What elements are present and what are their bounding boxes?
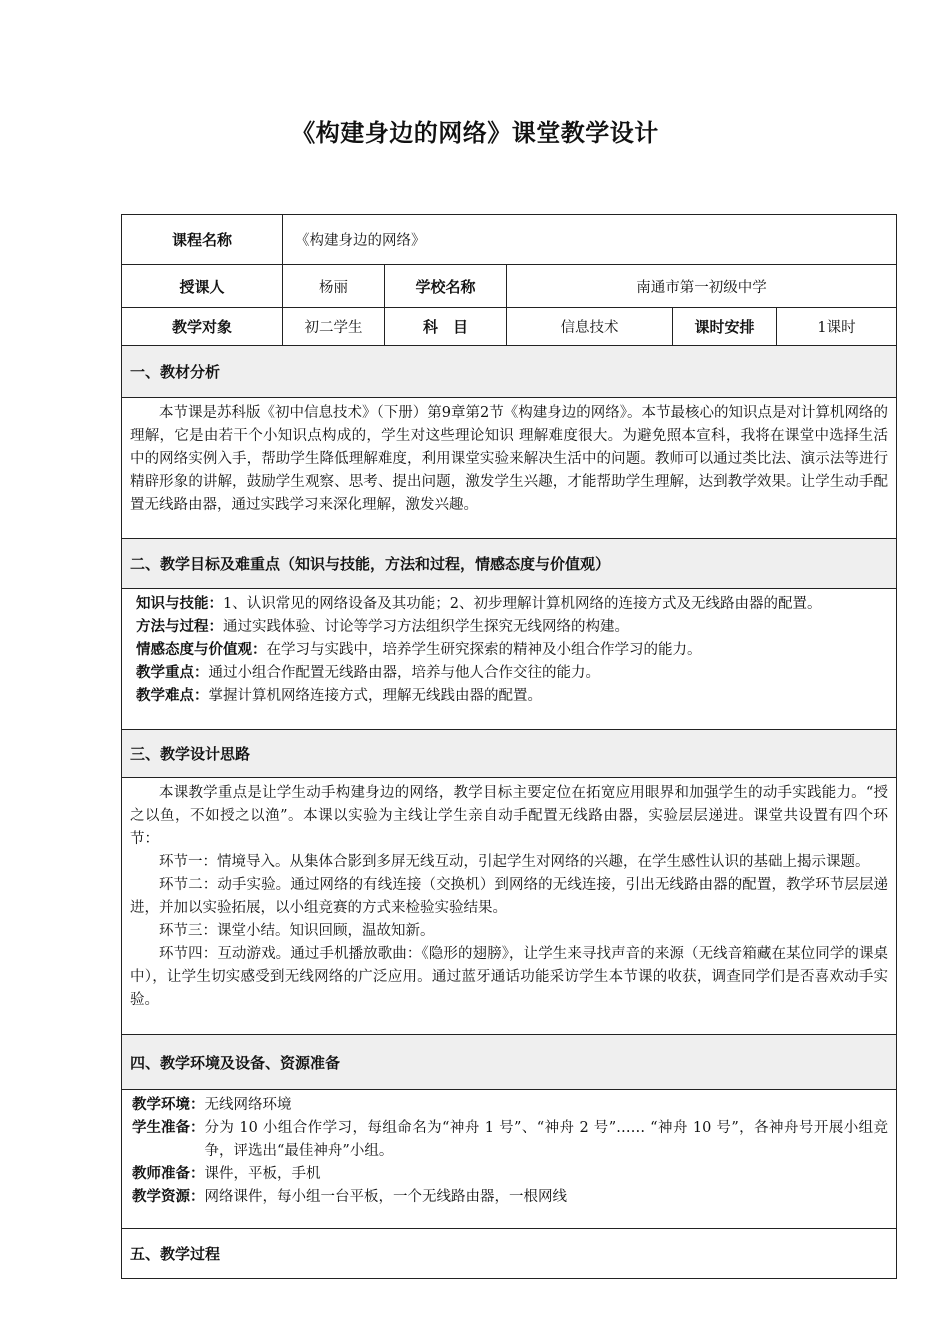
subject-label: 科 目 [385, 308, 507, 346]
target-row [122, 308, 897, 346]
teacher-label: 授课人 [122, 265, 283, 308]
section-4-heading: 四、教学环境及设备、资源准备 [122, 1035, 897, 1090]
hours-value: 1课时 [777, 308, 897, 346]
teacher-row [122, 265, 897, 308]
resources-line [132, 1186, 888, 1209]
course-row [122, 215, 897, 265]
section-2-heading: 二、教学目标及难重点（知识与技能，方法和过程，情感态度与价值观） [122, 539, 897, 589]
design-intro-paragraph: 本课教学重点是让学生动手构建身边的网络，教学目标主要定位在拓宽应用眼界和加强学生的动手实践能力。“授之以鱼，不如授之以渔”。本课以实验为主线让学生亲自动手配置无线路由器，实验层层递进。课堂共设置有四个环节： [130, 785, 889, 847]
section-1-text: 本节课是苏科版《初中信息技术》（下册）第9章第2节《构建身边的网络》。本节最核心的知识点是对计算机网络的理解，它是由若干个小知识点构成的，学生对这些理论知识 理解难度很大。为避免照本宣科，我将在课堂中选择生活中的网络实例入手，帮助学生降低理解难度，利用课堂实验来解决生活中的问题。教师可以通过类比法、演示法等进行精辟形象的讲解，鼓励学生观察、思考、提出问题，激发学生兴趣，才能帮助学生理解，达到教学效果。让学生动手配置无线路由器，通过实践学习来深化理解，激发兴趣。 [130, 405, 889, 513]
resources-key: 教学资源： [132, 1189, 205, 1205]
teacher-prep-value: 课件，平板，手机 [204, 1166, 321, 1182]
method-process-value: 通过实践体验、讨论等学习方法组织学生探究无线网络的构建。 [223, 619, 629, 635]
key-point-key: 教学重点： [136, 665, 209, 681]
knowledge-skill-key: 知识与技能： [136, 596, 223, 612]
method-process-key: 方法与过程： [136, 619, 223, 635]
school-label: 学校名称 [385, 265, 507, 308]
stage-1-paragraph: 环节一：情境导入。从集体合影到多屏无线互动，引起学生对网络的兴趣，在学生感性认识的基础上揭示课题。 [159, 854, 870, 870]
difficult-point-value: 掌握计算机网络连接方式，理解无线践由器的配置。 [208, 688, 542, 704]
knowledge-skill-value: 1、认识常见的网络设备及其功能；2、初步理解计算机网络的连接方式及无线路由器的配置。 [223, 596, 822, 612]
stage-4-paragraph: 环节四：互动游戏。通过手机播放歌曲：《隐形的翅膀》，让学生来寻找声音的来源（无线音箱藏在某位同学的课桌中），让学生切实感受到无线网络的广泛应用。通过蓝牙通话功能采访学生本节课的收获，调查同学们是否喜欢动手实验。 [130, 946, 889, 1008]
teacher-value: 杨丽 [283, 265, 385, 308]
environment-key: 教学环境： [132, 1097, 205, 1113]
stage-2-paragraph: 环节二：动手实验。通过网络的有线连接（交换机）到网络的无线连接，引出无线路由器的配置，教学环节层层递进，并加以实验拓展，以小组竞赛的方式来检验实验结果。 [130, 877, 889, 916]
section-1-heading: 一、教材分析 [122, 346, 897, 398]
student-prep-line [132, 1117, 888, 1163]
student-prep-key: 学生准备： [132, 1120, 205, 1136]
lesson-plan-table [121, 214, 897, 1279]
teacher-prep-key: 教师准备： [132, 1166, 205, 1182]
section-5-heading: 五、教学过程 [122, 1229, 897, 1279]
emotion-value-key: 情感态度与价值观： [136, 642, 267, 658]
course-name-label: 课程名称 [122, 215, 283, 265]
teacher-prep-line [132, 1163, 888, 1186]
resources-value: 网络课件，每小组一台平板，一个无线路由器，一根网线 [204, 1189, 567, 1205]
environment-line [132, 1094, 888, 1117]
school-value: 南通市第一初级中学 [507, 265, 897, 308]
student-prep-value: 分为 10 小组合作学习，每组命名为“神舟 1 号”、“神舟 2 号”…… “神舟 10 号”，各神舟号开展小组竞争，评选出“最佳神舟”小组。 [204, 1120, 889, 1159]
difficult-point-key: 教学难点： [136, 688, 209, 704]
stage-3-paragraph: 环节三：课堂小结。知识回顾，温故知新。 [159, 923, 435, 939]
document-title: 《构建身边的网络》课堂教学设计 [291, 119, 659, 147]
emotion-value-value: 在学习与实践中，培养学生研究探索的精神及小组合作学习的能力。 [266, 642, 702, 658]
target-label: 教学对象 [122, 308, 283, 346]
section-3-body [122, 778, 897, 1035]
course-name-value: 《构建身边的网络》 [283, 215, 897, 265]
section-1-body [122, 398, 897, 539]
hours-label: 课时安排 [673, 308, 777, 346]
section-3-heading: 三、教学设计思路 [122, 730, 897, 778]
key-point-value: 通过小组合作配置无线路由器，培养与他人合作交往的能力。 [208, 665, 600, 681]
subject-value: 信息技术 [507, 308, 673, 346]
section-2-body [122, 589, 897, 730]
target-value: 初二学生 [283, 308, 385, 346]
section-4-body [122, 1090, 897, 1229]
environment-value: 无线网络环境 [204, 1097, 292, 1113]
